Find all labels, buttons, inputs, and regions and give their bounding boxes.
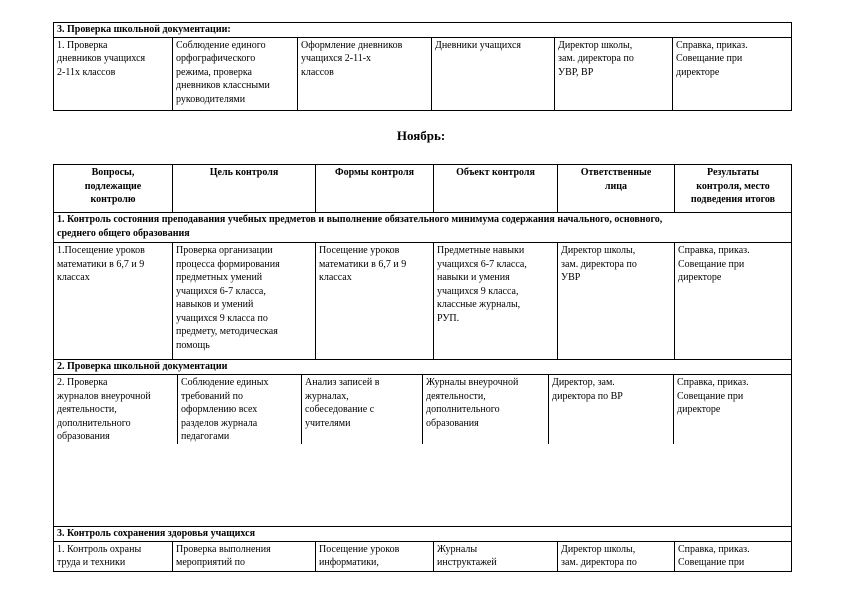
top-table xyxy=(53,22,792,111)
section2-row xyxy=(54,375,792,527)
header-goal: Цель контроля xyxy=(173,165,316,213)
goal-cell: Проверка выполнения мероприятий по xyxy=(173,541,316,571)
section-heading: 2. Проверка школьной документации xyxy=(54,360,792,375)
responsible-cell: Директор школы, зам. директора по УВР xyxy=(558,243,675,360)
month-title: Ноябрь: xyxy=(396,128,446,143)
result-cell: Справка, приказ. Совещание при директоре xyxy=(675,243,792,360)
section-heading: 3. Контроль сохранения здоровья учащихся xyxy=(54,527,792,542)
section-heading: 1. Контроль состояния преподавания учебных предметов и выполнение обязательного минимума содержания начального, основного, среднего общего образования xyxy=(54,213,792,243)
form-cell: Посещение уроков математики в 6,7 и 9 классах xyxy=(316,243,434,360)
object-cell: Журналы внеурочной деятельности, дополнительного образования xyxy=(422,375,548,444)
form-cell: Анализ записей в журналах, собеседование с учителями xyxy=(301,375,422,444)
question-cell: 1.Посещение уроков математики в 6,7 и 9 классах xyxy=(54,243,173,360)
result-cell: Справка, приказ. Совещание при директоре xyxy=(673,37,792,110)
question-cell: 1. Проверка дневников учащихся 2-11х классов xyxy=(54,37,173,110)
november-table xyxy=(53,164,792,572)
goal-cell: Соблюдение единых требований по оформлению всех разделов журнала педагогами xyxy=(177,375,301,444)
goal-cell: Проверка организации процесса формирования предметных умений учащихся 6-7 класса, навыков и умений учащихся 9 класса по предмету, методическая помощь xyxy=(173,243,316,360)
result-cell: Справка, приказ. Совещание при xyxy=(675,541,792,571)
header-object: Объект контроля xyxy=(434,165,558,213)
result-cell: Справка, приказ. Совещание при директоре xyxy=(673,375,791,444)
object-cell: Журналы инструктажей xyxy=(434,541,558,571)
responsible-cell: Директор школы, зам. директора по xyxy=(558,541,675,571)
header-questions: Вопросы, подлежащие контролю xyxy=(54,165,173,213)
header-responsible: Ответственные лица xyxy=(558,165,675,213)
section-heading: 3. Проверка школьной документации: xyxy=(54,23,792,38)
form-cell: Посещение уроков информатики, xyxy=(316,541,434,571)
goal-cell: Соблюдение единого орфографического режима, проверка дневников классными руководителями xyxy=(173,37,298,110)
header-results: Результаты контроля, место подведения итогов xyxy=(675,165,792,213)
form-cell: Оформление дневников учащихся 2-11-х классов xyxy=(298,37,432,110)
header-forms: Формы контроля xyxy=(316,165,434,213)
question-cell: 1. Контроль охраны труда и техники xyxy=(54,541,173,571)
object-cell: Дневники учащихся xyxy=(432,37,555,110)
question-cell: 2. Проверка журналов внеурочной деятельности, дополнительного образования xyxy=(57,377,151,442)
responsible-cell: Директор школы, зам. директора по УВР, ВР xyxy=(555,37,673,110)
object-cell: Предметные навыки учащихся 6-7 класса, навыки и умения учащихся 9 класса, классные журналы, РУП. xyxy=(434,243,558,360)
responsible-cell: Директор, зам. директора по ВР xyxy=(548,375,673,444)
